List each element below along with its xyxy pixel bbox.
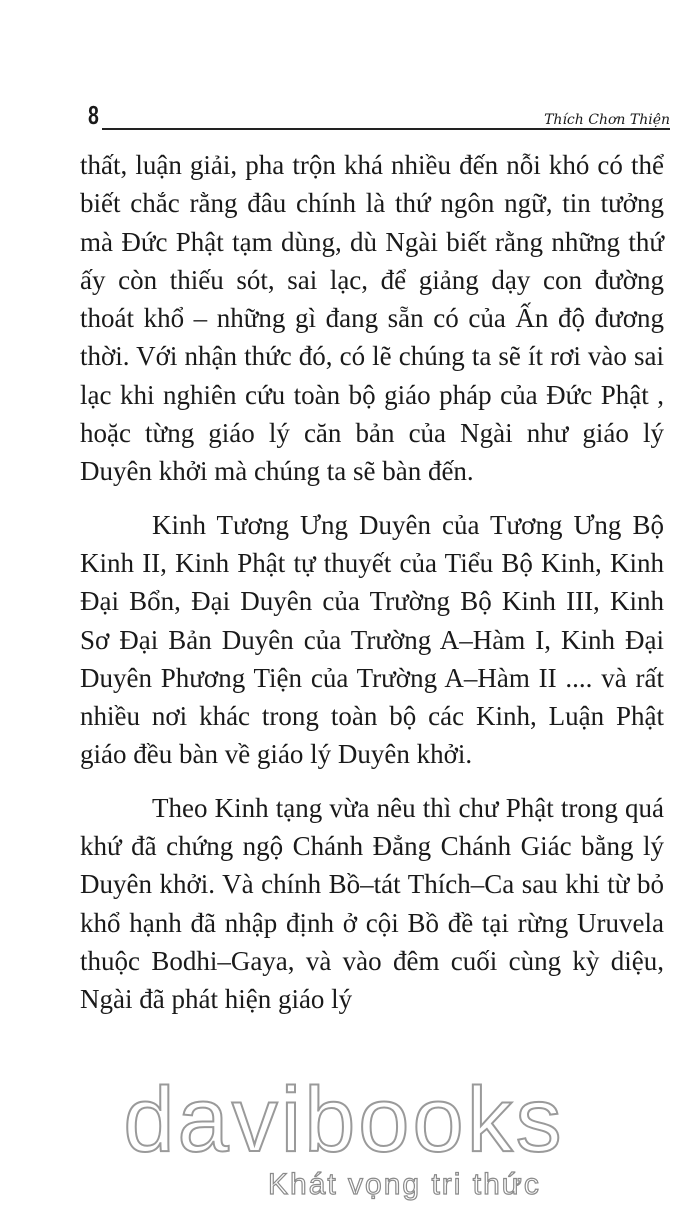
watermark <box>0 1069 700 1201</box>
paragraph-1: thất, luận giải, pha trộn khá nhiều đến nỗi khó có thể biết chắc rằng đâu chính là thứ ngôn ngữ, tin tưởng mà Đức Phật tạm dùng, dù Ngài biết rằng những thứ ấy còn thiếu sót, sai lạc, để giảng dạy con đường thoát khổ – những gì đang sẵn có của Ấn độ đương thời. Với nhận thức đó, có lẽ chúng ta sẽ ít rơi vào sai lạc khi nghiên cứu toàn bộ giáo pháp của Đức Phật , hoặc từng giáo lý căn bản của Ngài như giáo lý Duyên khởi mà chúng ta sẽ bàn đến. <box>80 150 664 487</box>
watermark-slogan: Khát vọng tri thức <box>268 1168 541 1201</box>
paragraph-2: Kinh Tương Ưng Duyên của Tương Ưng Bộ Kinh II, Kinh Phật tự thuyết của Tiểu Bộ Kinh, Kinh Đại Bổn, Đại Duyên của Trường Bộ Kinh III, Kinh Sơ Đại Bản Duyên của Trường A–Hàm I, Kinh Đại Duyên Phương Tiện của Trường A–Hàm II .... và rất nhiều nơi khác trong toàn bộ các Kinh, Luận Phật giáo đều bàn về giáo lý Duyên khởi. <box>80 509 664 770</box>
page-number: 8 <box>88 100 99 130</box>
watermark-logo: davibooks <box>123 1069 565 1171</box>
page-header <box>88 100 670 136</box>
running-title: Thích Chơn Thiện <box>544 112 670 128</box>
paragraph-3: Theo Kinh tạng vừa nêu thì chư Phật trong quá khứ đã chứng ngộ Chánh Đẳng Chánh Giác bằng lý Duyên khởi. Và chính Bồ–tát Thích–Ca sau khi từ bỏ khổ hạnh đã nhập định ở cội Bồ đề tại rừng Uruvela thuộc Bodhi–Gaya, và vào đêm cuối cùng kỳ diệu, Ngài đã phát hiện giáo lý <box>80 792 664 1015</box>
body-text <box>80 146 664 1019</box>
